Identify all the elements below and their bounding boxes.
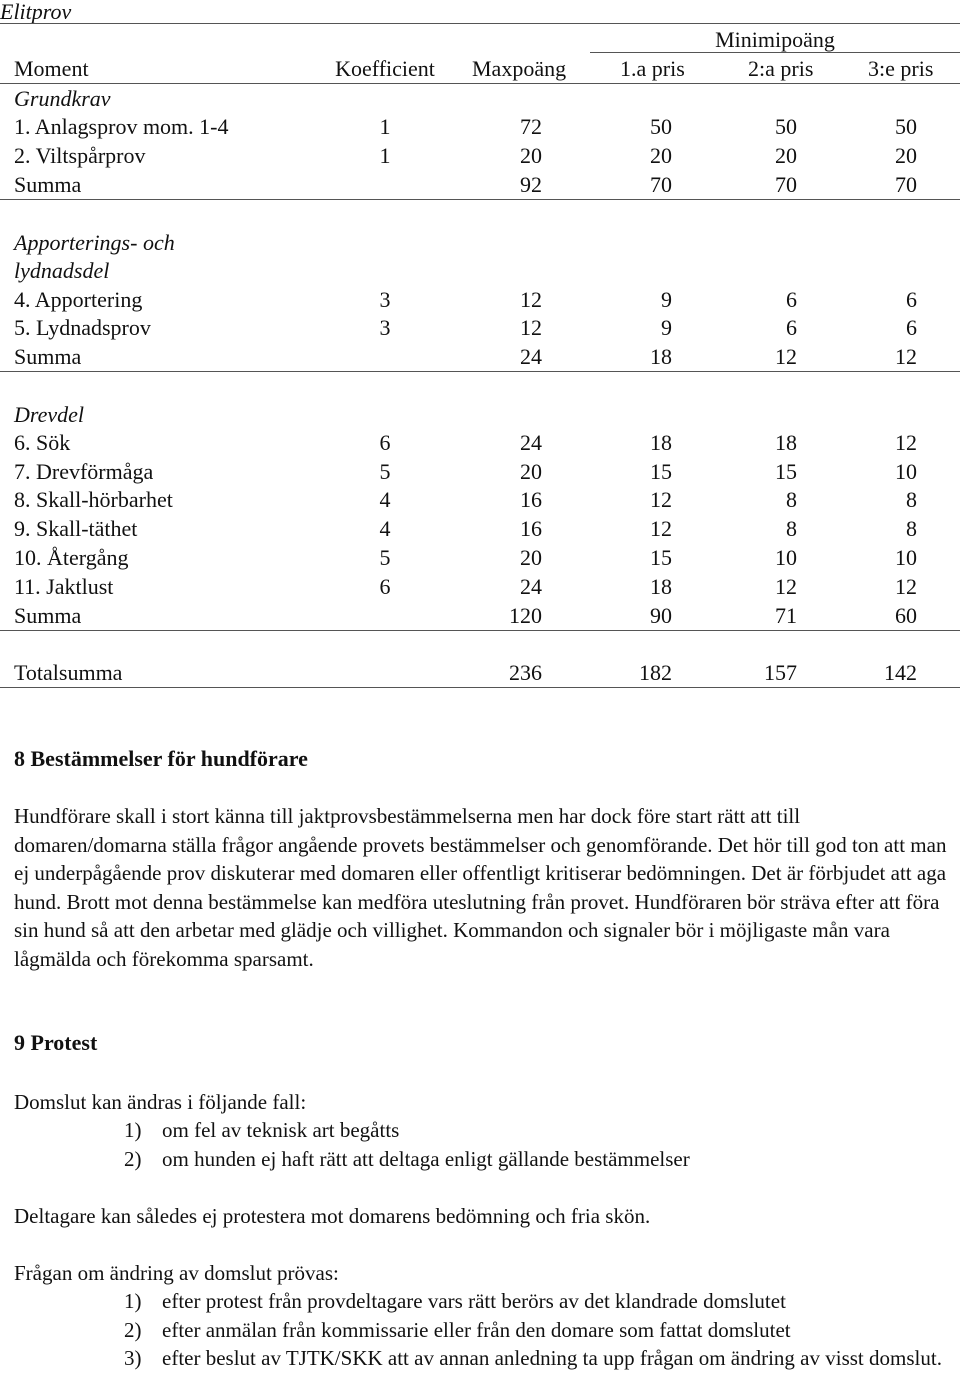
col-header-pris-3: 3:e pris — [868, 56, 934, 81]
list-item-text: efter protest från provdeltagare vars rätt berörs av det klandrade domslutet — [162, 1289, 786, 1313]
cell-max: 16 — [520, 516, 542, 541]
cell-koef: 1 — [379, 143, 391, 168]
list-marker: 1) — [124, 1118, 142, 1142]
cell-p1: 90 — [650, 603, 672, 628]
table-row — [0, 285, 960, 314]
cell-p1: 70 — [650, 172, 672, 197]
table-row — [0, 428, 960, 457]
cell-p3: 70 — [895, 172, 917, 197]
list-item — [124, 1116, 690, 1145]
cell-p3: 142 — [884, 660, 917, 685]
col-header-maxpoang: Maxpoäng — [472, 56, 567, 81]
cell-p2: 71 — [775, 603, 797, 628]
cell-p2: 10 — [775, 545, 797, 570]
cell-p3: 60 — [895, 603, 917, 628]
cell-p2: 18 — [775, 430, 797, 455]
section-title-apportering-line1: Apporterings- och — [14, 230, 175, 255]
cell-max: 92 — [520, 172, 542, 197]
col-header-koefficient: Koefficient — [335, 56, 435, 81]
cell-max: 12 — [520, 315, 542, 340]
list-item-text: om fel av teknisk art begåtts — [162, 1118, 400, 1142]
list-item — [124, 1316, 950, 1345]
title-divider — [0, 23, 960, 24]
total-row — [0, 658, 960, 688]
cell-max: 20 — [520, 143, 542, 168]
section-title-drevdel: Drevdel — [14, 402, 85, 427]
list-item-text: efter anmälan från kommissarie eller från den domare som fattat domslutet — [162, 1317, 791, 1342]
list-marker: 3) — [124, 1346, 142, 1371]
cell-p3: 8 — [906, 516, 917, 541]
cell-p1: 12 — [650, 516, 672, 541]
cell-p3: 10 — [895, 545, 917, 570]
list-marker: 2) — [124, 1146, 142, 1171]
list-item-text: om hunden ej haft rätt att deltaga enligt gällande bestämmelser — [162, 1146, 690, 1171]
sum-row — [0, 170, 960, 200]
cell-p3: 12 — [895, 344, 917, 369]
cell-moment: 9. Skall-täthet — [14, 516, 138, 541]
cell-koef: 6 — [379, 574, 391, 599]
cell-max: 16 — [520, 487, 542, 512]
table-row — [0, 313, 960, 342]
list-item-text: efter beslut av TJTK/SKK att av annan anledning ta upp frågan om ändring av visst domslut. — [162, 1346, 942, 1371]
cell-p3: 12 — [895, 430, 917, 455]
list-item — [124, 1287, 950, 1316]
cell-max: 24 — [520, 344, 542, 369]
cell-moment: 6. Sök — [14, 430, 71, 455]
cell-koef: 5 — [379, 459, 391, 484]
table-row — [0, 572, 960, 601]
cell-moment: 1. Anlagsprov mom. 1-4 — [14, 114, 229, 139]
cell-total-label: Totalsumma — [14, 660, 123, 685]
cell-koef: 4 — [379, 516, 391, 541]
cell-p2: 12 — [775, 574, 797, 599]
table-row — [0, 457, 960, 486]
cell-p1: 18 — [650, 430, 672, 455]
cell-p2: 12 — [775, 344, 797, 369]
cell-p1: 15 — [650, 545, 672, 570]
cell-koef: 1 — [379, 114, 391, 139]
cell-p1: 9 — [661, 315, 672, 340]
cell-p2: 157 — [764, 660, 797, 685]
list-marker: 1) — [124, 1289, 142, 1313]
cell-max: 236 — [509, 660, 542, 685]
cell-p2: 8 — [786, 516, 797, 541]
cell-koef: 4 — [379, 487, 391, 512]
cell-p2: 6 — [786, 315, 797, 340]
cell-p1: 18 — [650, 574, 672, 599]
table-row — [0, 112, 960, 141]
cell-max: 24 — [520, 430, 542, 455]
table-title: Elitprov — [0, 0, 72, 24]
col-header-pris-1: 1.a pris — [620, 56, 685, 81]
protest-note: Deltagare kan således ej protestera mot domarens bedömning och fria skön. — [14, 1204, 651, 1228]
protest-intro: Domslut kan ändras i följande fall: — [14, 1090, 307, 1114]
cell-p3: 6 — [906, 315, 917, 340]
minimum-points-header: Minimipoäng — [590, 27, 960, 53]
cell-p1: 12 — [650, 487, 672, 512]
cell-moment: 2. Viltspårprov — [14, 143, 146, 168]
cell-koef: 5 — [379, 545, 391, 570]
section-9-heading: 9 Protest — [14, 1030, 98, 1055]
cell-p1: 20 — [650, 143, 672, 168]
cell-moment: 7. Drevförmåga — [14, 459, 154, 484]
cell-moment: 5. Lydnadsprov — [14, 315, 151, 340]
table-row — [0, 514, 960, 543]
section-title-apportering-line2: lydnadsdel — [14, 258, 110, 283]
cell-moment: 11. Jaktlust — [14, 574, 114, 599]
table-row — [0, 141, 960, 170]
cell-max: 12 — [520, 287, 542, 312]
protest-question: Frågan om ändring av domslut prövas: — [14, 1261, 339, 1285]
table-row — [0, 543, 960, 572]
cell-p1: 18 — [650, 344, 672, 369]
cell-p3: 50 — [895, 114, 917, 139]
cell-sum-label: Summa — [14, 172, 82, 197]
cell-koef: 3 — [379, 287, 391, 312]
table-row — [0, 485, 960, 514]
cell-max: 20 — [520, 459, 542, 484]
cell-p3: 10 — [895, 459, 917, 484]
col-header-pris-2: 2:a pris — [748, 56, 814, 81]
sum-row — [0, 601, 960, 631]
cell-p3: 20 — [895, 143, 917, 168]
cell-p2: 15 — [775, 459, 797, 484]
cell-p2: 6 — [786, 287, 797, 312]
cell-koef: 6 — [379, 430, 391, 455]
cell-sum-label: Summa — [14, 344, 82, 369]
cell-p2: 20 — [775, 143, 797, 168]
cell-p1: 9 — [661, 287, 672, 312]
cell-p3: 8 — [906, 487, 917, 512]
cell-p3: 12 — [895, 574, 917, 599]
cell-p2: 50 — [775, 114, 797, 139]
cell-max: 120 — [509, 603, 542, 628]
cell-koef: 3 — [379, 315, 391, 340]
sum-row — [0, 342, 960, 372]
protest-cases-list — [124, 1116, 690, 1173]
protest-procedures-list — [124, 1287, 950, 1373]
list-marker: 2) — [124, 1317, 142, 1342]
list-item — [124, 1344, 950, 1373]
cell-max: 20 — [520, 545, 542, 570]
cell-max: 24 — [520, 574, 542, 599]
column-header-row — [0, 54, 960, 84]
section-8-heading: 8 Bestämmelser för hundförare — [14, 746, 308, 771]
col-header-moment: Moment — [14, 56, 89, 81]
section-8-body: Hundförare skall i stort känna till jaktprovsbestämmelserna men har dock före start rätt att till domaren/domarna ställa frågor angående provets bestämmelser och genomförande. Det hör till god ton att man ej underpågående prov diskuterar med domaren eller offentligt kritiserar bedömningen. Det är förbjudet att aga hund. Brott mot denna bestämmelse kan medföra uteslutning från provet. Hundföraren bör sträva efter att föra sin hund så att den arbetar med glädje och villighet. Kommandon och signaler bör i möjligaste mån vara lågmälda och förekomma sparsamt. — [14, 804, 947, 971]
cell-moment: 10. Återgång — [14, 545, 129, 570]
cell-p1: 15 — [650, 459, 672, 484]
cell-moment: 8. Skall-hörbarhet — [14, 487, 173, 512]
list-item — [124, 1145, 690, 1174]
section-title-grundkrav: Grundkrav — [14, 86, 111, 111]
cell-p1: 50 — [650, 114, 672, 139]
cell-sum-label: Summa — [14, 603, 82, 628]
cell-p3: 6 — [906, 287, 917, 312]
cell-p1: 182 — [639, 660, 672, 685]
cell-p2: 70 — [775, 172, 797, 197]
cell-max: 72 — [520, 114, 542, 139]
cell-moment: 4. Apportering — [14, 287, 143, 312]
cell-p2: 8 — [786, 487, 797, 512]
